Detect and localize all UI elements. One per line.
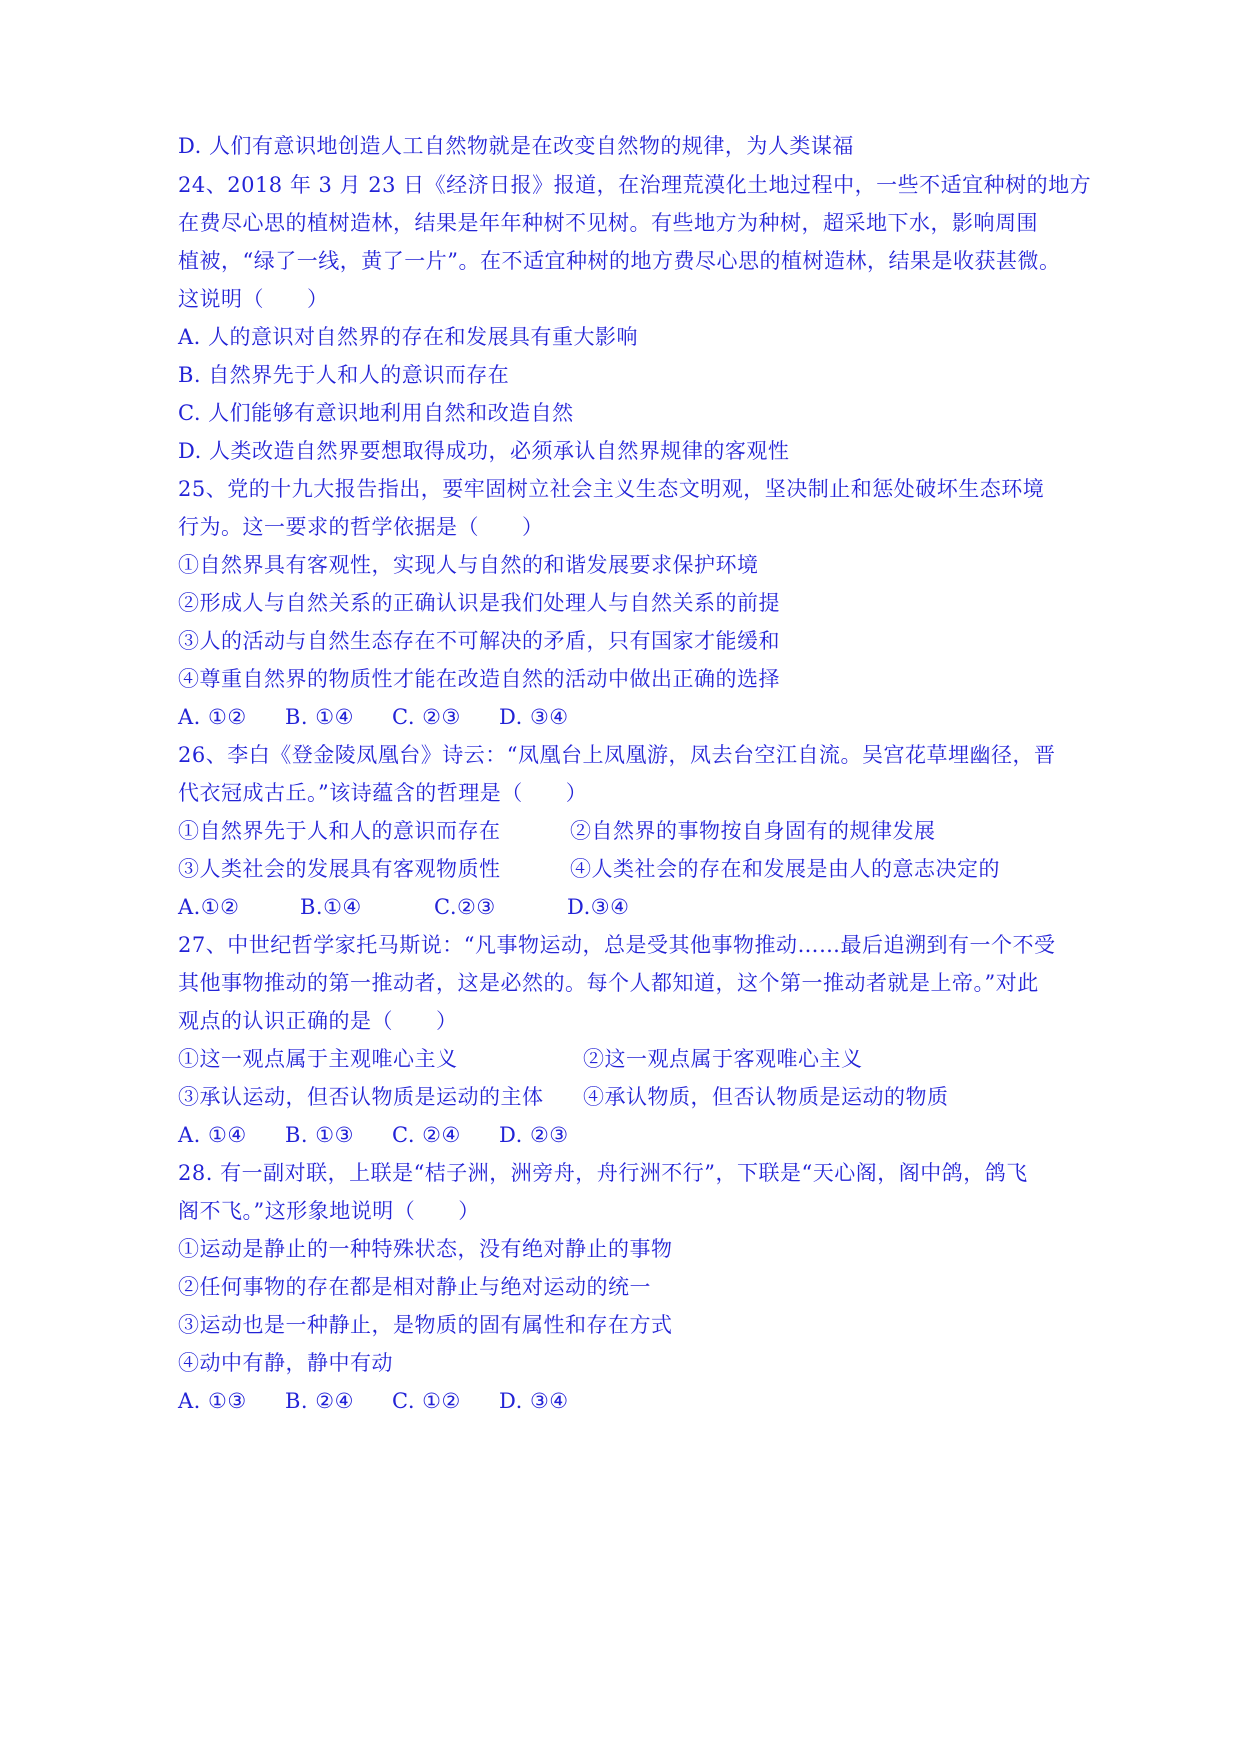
q25-stem-line-2: 行为。这一要求的哲学依据是（ ） [178,515,544,539]
q28-choices [178,1388,569,1414]
q24-option-a: A. 人的意识对自然界的存在和发展具有重大影响 [178,325,639,349]
q24-option-b: B. 自然界先于人和人的意识而存在 [178,363,510,387]
q24-stem-line-1: 24、2018 年 3 月 23 日《经济日报》报道，在治理荒漠化土地过程中，一些不适宜种树的地方 [178,173,1092,197]
q25-statement-1: ①自然界具有客观性，实现人与自然的和谐发展要求保护环境 [178,553,759,577]
q26-statement-1: ①自然界先于人和人的意识而存在 [178,819,501,843]
q26-statement-2: ②自然界的事物按自身固有的规律发展 [570,819,936,843]
q25-choice-b: B. ①④ [285,705,354,729]
q24-stem-line-3: 植被，“绿了一线，黄了一片”。在不适宜种树的地方费尽心思的植树造林，结果是收获甚微。 [178,249,1061,273]
q27-choices [178,1122,569,1148]
q28-choice-c: C. ①② [392,1389,461,1413]
q26-statement-4: ④人类社会的存在和发展是由人的意志决定的 [570,857,1000,881]
q28-statement-1: ①运动是静止的一种特殊状态，没有绝对静止的事物 [178,1237,673,1261]
q25-stem-line-1: 25、党的十九大报告指出，要牢固树立社会主义生态文明观，坚决制止和惩处破坏生态环境 [178,477,1045,501]
q27-choice-d: D. ②③ [499,1123,569,1147]
q26-choice-b: B.①④ [300,895,362,919]
q25-statement-3: ③人的活动与自然生态存在不可解决的矛盾，只有国家才能缓和 [178,629,780,653]
q28-stem-line-1: 28. 有一副对联，上联是“桔子洲，洲旁舟，舟行洲不行”，下联是“天心阁，阁中鸽，鸽飞 [178,1161,1028,1185]
q25-choice-a: A. ①② [178,705,247,729]
q24-stem-line-4: 这说明（ ） [178,287,329,311]
q27-statement-1: ①这一观点属于主观唯心主义 [178,1047,458,1071]
q24-stem-line-2: 在费尽心思的植树造林，结果是年年种树不见树。有些地方为种树，超采地下水，影响周围 [178,211,1038,235]
q27-choice-a: A. ①④ [178,1123,247,1147]
q25-choice-c: C. ②③ [392,705,461,729]
q25-choice-d: D. ③④ [499,705,569,729]
q26-stem-line-2: 代衣冠成古丘。”该诗蕴含的哲理是（ ） [178,781,588,805]
q27-stem-line-2: 其他事物推动的第一推动者，这是必然的。每个人都知道，这个第一推动者就是上帝。”对此 [178,971,1039,995]
q27-choice-c: C. ②④ [392,1123,461,1147]
q23-option-d: D. 人们有意识地创造人工自然物就是在改变自然物的规律，为人类谋福 [178,134,854,158]
q26-stem-line-1: 26、李白《登金陵凤凰台》诗云：“凤凰台上凤凰游，凤去台空江自流。吴宫花草埋幽径，晋 [178,743,1056,767]
q26-choice-c: C.②③ [434,895,496,919]
q27-statement-3: ③承认运动，但否认物质是运动的主体 [178,1085,544,1109]
q27-statement-4: ④承认物质，但否认物质是运动的物质 [583,1085,949,1109]
q24-option-d: D. 人类改造自然界要想取得成功，必须承认自然界规律的客观性 [178,439,790,463]
q28-choice-a: A. ①③ [178,1389,247,1413]
q25-statement-4: ④尊重自然界的物质性才能在改造自然的活动中做出正确的选择 [178,667,780,691]
q25-statement-2: ②形成人与自然关系的正确认识是我们处理人与自然关系的前提 [178,591,780,615]
q28-choice-b: B. ②④ [285,1389,354,1413]
q27-choice-b: B. ①③ [285,1123,354,1147]
q24-option-c: C. 人们能够有意识地利用自然和改造自然 [178,401,574,425]
q28-statement-3: ③运动也是一种静止，是物质的固有属性和存在方式 [178,1313,673,1337]
q27-stem-line-3: 观点的认识正确的是（ ） [178,1009,458,1033]
q26-choice-d: D.③④ [567,895,630,919]
q28-choice-d: D. ③④ [499,1389,569,1413]
q26-choice-a: A.①② [178,895,240,919]
q28-statement-4: ④动中有静，静中有动 [178,1351,393,1375]
q27-stem-line-1: 27、中世纪哲学家托马斯说：“凡事物运动，总是受其他事物推动……最后追溯到有一个不受 [178,933,1056,957]
q27-statement-2: ②这一观点属于客观唯心主义 [583,1047,863,1071]
q26-choices [178,894,629,920]
q26-statement-3: ③人类社会的发展具有客观物质性 [178,857,501,881]
q28-stem-line-2: 阁不飞。”这形象地说明（ ） [178,1199,480,1223]
q25-choices [178,704,569,730]
q28-statement-2: ②任何事物的存在都是相对静止与绝对运动的统一 [178,1275,651,1299]
